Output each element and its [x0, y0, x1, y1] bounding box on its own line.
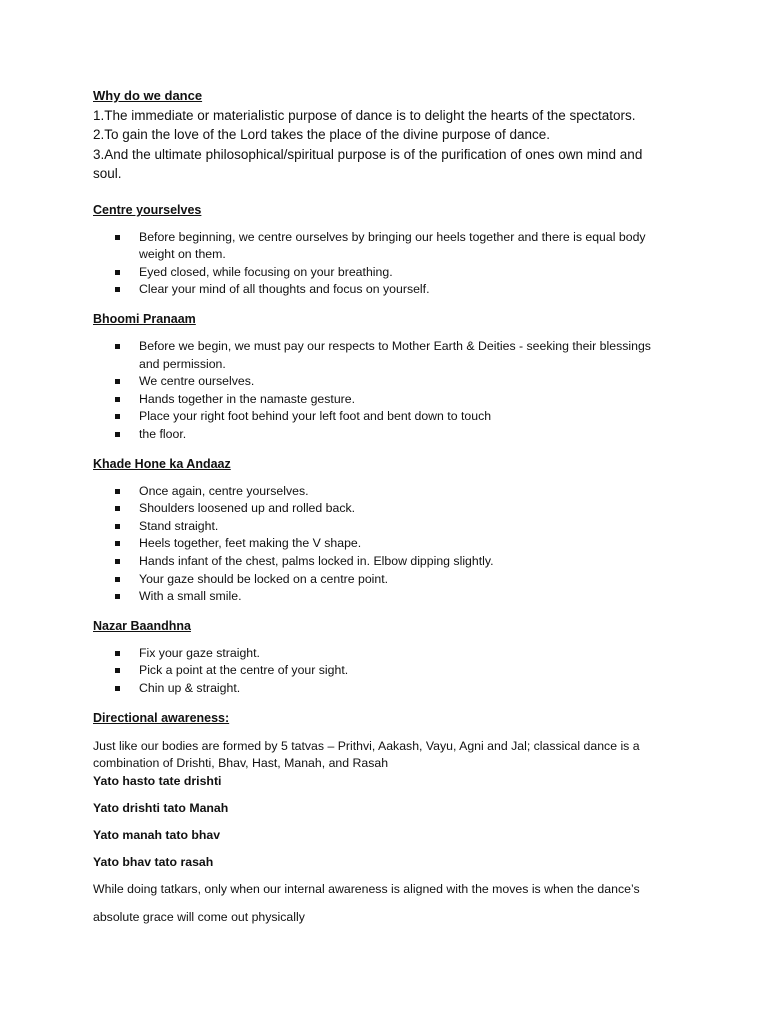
section-why-dance	[93, 86, 693, 184]
nazar-list	[93, 645, 693, 698]
verse-line: Yato drishti tato Manah	[93, 800, 229, 815]
khade-list	[93, 483, 693, 606]
list-item: Fix your gaze straight.	[115, 645, 659, 663]
verse-line: Yato manah tato bhav	[93, 827, 221, 842]
closing-line: While doing tatkars, only when our internal awareness is aligned with the moves is when the dance’s	[93, 882, 640, 897]
list-item: With a small smile.	[115, 588, 659, 606]
bullet-icon	[115, 379, 120, 384]
heading-centre-yourselves: Centre yourselves	[93, 202, 202, 217]
centre-list	[93, 229, 693, 299]
bullet-icon	[115, 344, 120, 349]
heading-nazar-baandhna: Nazar Baandhna	[93, 618, 191, 633]
list-item: Shoulders loosened up and rolled back.	[115, 500, 659, 518]
list-item: Chin up & straight.	[115, 680, 659, 698]
directional-paragraph: Just like our bodies are formed by 5 tatvas – Prithvi, Aakash, Vayu, Agni and Jal; classical dance is a combination of Drishti, Bhav, Hast, Manah, and Rasah	[93, 738, 640, 771]
bullet-icon	[115, 432, 120, 437]
heading-bhoomi-pranaam: Bhoomi Pranaam	[93, 312, 196, 326]
list-item: Heels together, feet making the V shape.	[115, 535, 659, 553]
bullet-icon	[115, 489, 120, 494]
list-item: Pick a point at the centre of your sight.	[115, 662, 659, 680]
heading-khade-hone: Khade Hone ka Andaaz	[93, 456, 231, 471]
bullet-icon	[115, 270, 120, 275]
heading-directional-awareness: Directional awareness:	[93, 710, 230, 725]
bullet-icon	[115, 686, 120, 691]
verse-line: Yato hasto tate drishti	[93, 773, 222, 788]
bullet-icon	[115, 668, 120, 673]
intro-line: 3.And the ultimate philosophical/spiritual purpose is of the purification of ones own mind and soul.	[93, 146, 643, 182]
bullet-icon	[115, 397, 120, 402]
list-item: Place your right foot behind your left foot and bent down to touch	[115, 408, 659, 426]
list-item: Stand straight.	[115, 518, 659, 536]
bullet-icon	[115, 235, 120, 240]
list-item: We centre ourselves.	[115, 373, 659, 391]
section-directional-awareness	[93, 709, 693, 927]
intro-line: 1.The immediate or materialistic purpose of dance is to delight the hearts of the spectators.	[93, 108, 636, 123]
intro-line: 2.To gain the love of the Lord takes the place of the divine purpose of dance.	[93, 127, 551, 143]
list-item: Before beginning, we centre ourselves by bringing our heels together and there is equal body weight on them.	[115, 229, 659, 264]
section-khade-hone	[93, 455, 693, 606]
bhoomi-list	[93, 338, 693, 444]
list-item: Before we begin, we must pay our respects to Mother Earth & Deities - seeking their blessings and permission.	[115, 338, 659, 373]
list-item: Your gaze should be locked on a centre point.	[115, 571, 659, 589]
bullet-icon	[115, 506, 120, 511]
list-item: Clear your mind of all thoughts and focus on yourself.	[115, 281, 659, 299]
list-item: Once again, centre yourselves.	[115, 483, 659, 501]
bullet-icon	[115, 414, 120, 419]
intro-lines	[93, 106, 693, 184]
section-nazar-baandhna	[93, 617, 693, 698]
bullet-icon	[115, 559, 120, 564]
list-item: Hands together in the namaste gesture.	[115, 391, 659, 409]
bullet-icon	[115, 651, 120, 656]
heading-why-dance: Why do we dance	[93, 88, 203, 103]
bullet-icon	[115, 524, 120, 529]
document-page	[93, 86, 693, 926]
bullet-icon	[115, 594, 120, 599]
bullet-icon	[115, 577, 120, 582]
list-item: Hands infant of the chest, palms locked in. Elbow dipping slightly.	[115, 553, 659, 571]
list-item: the floor.	[115, 426, 659, 444]
closing-line: absolute grace will come out physically	[93, 909, 305, 924]
bullet-icon	[115, 287, 120, 292]
list-item: Eyed closed, while focusing on your breathing.	[115, 264, 659, 282]
section-bhoomi-pranaam	[93, 310, 693, 444]
verse-line: Yato bhav tato rasah	[93, 854, 214, 869]
bullet-icon	[115, 541, 120, 546]
section-centre-yourselves	[93, 201, 693, 299]
